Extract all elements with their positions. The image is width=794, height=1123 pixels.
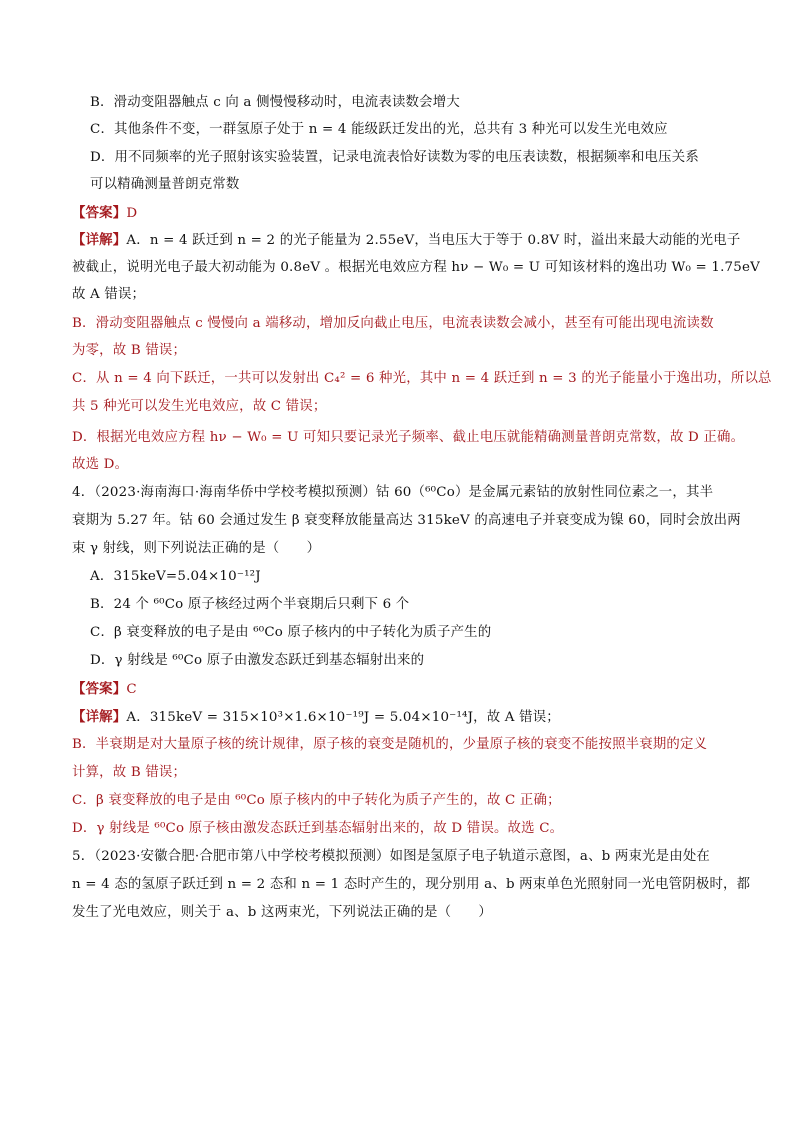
q4-option-b: B．24 个 ⁶⁰Co 原子核经过两个半衰期后只剩下 6 个 xyxy=(90,597,410,612)
q3-detail-b-line2: 为零，故 B 错误； xyxy=(72,343,187,358)
q4-option-c: C．β 衰变释放的电子是由 ⁶⁰Co 原子核内的中子转化为质子产生的 xyxy=(90,625,492,640)
q3-detail-d-line1: D．根据光电效应方程 hν − W₀ = U 可知只要记录光子频率、截止电压就能精确测量普朗克常数，故 D 正确。 xyxy=(72,430,745,445)
detail-a-text: A．315keV = 315×10³×1.6×10⁻¹⁹J = 5.04×10⁻¹⁴J，故 A 错误； xyxy=(126,710,560,725)
detail-a-text: A．n = 4 跃迁到 n = 2 的光子能量为 2.55eV，当电压大于等于 0.8V 时，溢出来最大动能的光电子 xyxy=(126,233,741,248)
q3-detail-a-line2: 被截止，说明光电子最大初动能为 0.8eV 。根据光电效应方程 hν − W₀ = U 可知该材料的逸出功 W₀ = 1.75eV xyxy=(72,260,760,275)
q3-option-b: B．滑动变阻器触点 c 向 a 侧慢慢移动时，电流表读数会增大 xyxy=(90,95,460,110)
q4-detail-d-line: D．γ 射线是 ⁶⁰Co 原子核由激发态跃迁到基态辐射出来的，故 D 错误。故选 C。 xyxy=(72,821,564,836)
answer-tag: 【答案】 xyxy=(72,205,127,221)
answer-value: D xyxy=(126,206,138,221)
q4-stem-line3: 束 γ 射线，则下列说法正确的是（ ） xyxy=(72,541,321,556)
q3-detail-a-line3: 故 A 错误； xyxy=(72,287,146,302)
q4-detail-b-line2: 计算，故 B 错误； xyxy=(72,765,187,780)
q3-detail-c-line1: C．从 n = 4 向下跃迁，一共可以发射出 C₄² = 6 种光，其中 n = 4 跃迁到 n = 3 的光子能量小于逸出功，所以总 xyxy=(72,371,772,386)
q4-option-d: D．γ 射线是 ⁶⁰Co 原子由激发态跃迁到基态辐射出来的 xyxy=(90,653,425,668)
q4-detail-b-line1: B．半衰期是对大量原子核的统计规律，原子核的衰变是随机的，少量原子核的衰变不能按照半衰期的定义 xyxy=(72,737,708,752)
q4-answer xyxy=(72,680,137,699)
q3-option-d-line2: 可以精确测量普朗克常数 xyxy=(90,177,240,192)
q3-detail-c-line2: 共 5 种光可以发生光电效应，故 C 错误； xyxy=(72,399,327,414)
q4-stem-line2: 衰期为 5.27 年。钴 60 会通过发生 β 衰变释放能量高达 315keV 的高速电子并衰变成为镍 60，同时会放出两 xyxy=(72,513,741,528)
q3-detail-d-line2: 故选 D。 xyxy=(72,457,129,472)
q3-option-d-line1: D．用不同频率的光子照射该实验装置，记录电流表恰好读数为零的电压表读数，根据频率和电压关系 xyxy=(90,150,699,165)
answer-value: C xyxy=(126,682,137,697)
answer-tag: 【答案】 xyxy=(72,681,127,697)
q4-stem-line1: 4．（2023·海南海口·海南华侨中学校考模拟预测）钴 60（⁶⁰Co）是金属元素钴的放射性同位素之一，其半 xyxy=(72,485,714,500)
q5-stem-line1: 5．（2023·安徽合肥·合肥市第八中学校考模拟预测）如图是氢原子电子轨道示意图，a、b 两束光是由处在 xyxy=(72,849,711,864)
q3-detail-a-line1 xyxy=(72,231,740,250)
q4-detail-c-line: C．β 衰变释放的电子是由 ⁶⁰Co 原子核内的中子转化为质子产生的，故 C 正确； xyxy=(72,793,561,808)
q5-stem-line2: n = 4 态的氢原子跃迁到 n = 2 态和 n = 1 态时产生的，现分别用 a、b 两束单色光照射同一光电管阴极时，都 xyxy=(72,877,751,892)
q4-detail-a-line xyxy=(72,708,560,727)
detail-tag: 【详解】 xyxy=(72,232,127,248)
detail-tag: 【详解】 xyxy=(72,709,127,725)
q4-option-a: A．315keV=5.04×10⁻¹²J xyxy=(90,569,261,584)
q5-stem-line3: 发生了光电效应，则关于 a、b 这两束光，下列说法正确的是（ ） xyxy=(72,905,492,920)
q3-answer xyxy=(72,204,137,223)
q3-option-c: C．其他条件不变，一群氢原子处于 n = 4 能级跃迁发出的光，总共有 3 种光可以发生光电效应 xyxy=(90,122,668,137)
q3-detail-b-line1: B．滑动变阻器触点 c 慢慢向 a 端移动，增加反向截止电压，电流表读数会减小，甚至有可能出现电流读数 xyxy=(72,316,714,331)
